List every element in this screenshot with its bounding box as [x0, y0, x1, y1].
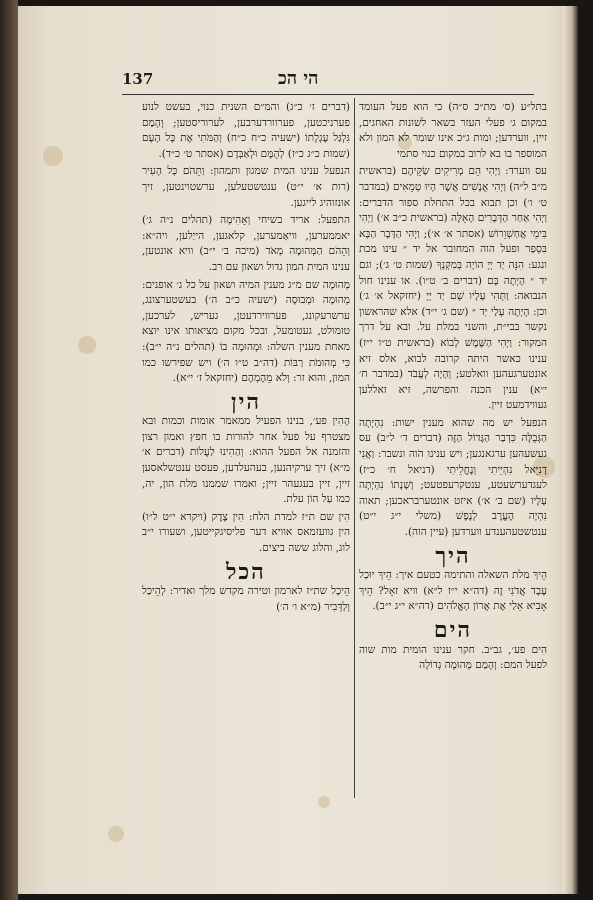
entry-paragraph: הָהִין פע׳, בנינו הפעיל ממאמר אומות וכמות ובא מצטרף על פעל אחר להורות בו חפץ ואמון רצון והזמנה אל הפעל ההוא: וְהַהִינוּ לַעֲלוֹת (דברים א׳ מ״א) זיך ערקיהנען, בעהעלדען, פעסט ענטשלאסען זיין, זיין בעגעהר זיין; ואמרו שממנו מלת הון, יה, כמו עַל הוֹן עלת.	[142, 415, 350, 506]
page-edge	[563, 6, 578, 894]
right-column	[359, 100, 547, 676]
section-heading: הכל	[226, 558, 266, 585]
book-page	[18, 6, 578, 894]
entry-paragraph: הֵיךְ מלת השאלה והתימה כטעם איך: הֵיךְ יוּכַל עֶבֶד אֲדֹנִי זֶה (דה״א י״ז ל״א) וויא זאָל? הֵיךְ אָבִיא אֵלַי אֶת אֲרוֹן הָאֱלֹהִים (דה״א י״ג י״ב).	[359, 569, 547, 613]
section-heading: הים	[433, 617, 473, 643]
foxing-spot	[43, 146, 63, 166]
section-heading: הין	[230, 388, 262, 415]
running-head: הי הכ	[278, 68, 319, 89]
header-rule	[122, 94, 534, 95]
book-binding	[0, 0, 18, 900]
section-heading: היך	[435, 542, 471, 569]
entry-paragraph: הֵיכָל שת״ז לארמון וטירה מקדש מלך ואדיר: לְהֵיכַל וְלַדְּבִיר (מ״א ו׳ ה׳)	[142, 585, 350, 613]
column-divider	[354, 98, 355, 798]
entry-paragraph: הִין שם ת״ז למדת הלח: הִין צֶדֶק (ויקרא י״ט ל״ו) הין גוועזמאס אוויא דער פליסיגקייטען, ושעורו י״ב לוג, והלוג ששה ביצים.	[142, 510, 350, 555]
mehuma-paragraph: מְהוּמָה שם מ״ג מענין המיה ושאון על כל ג׳ אופנים: מְהוּמָה וּמְבוּסָה (ישעיה כ״ב ה׳) בעשטערצונג, ערשרעקונג, פערווירדעטן, געריש, לערכען, טומולט, געטומעל, ובכל מקום מציאותו אינו יוצא מאחת מענין השלה: וּמְהוּמָה בוֹ (תהלים נ״ה י״ב): כִּי מְהוּמֹת רַבּוֹת (דה״ב ט״ו ה׳) ויש שפירשו כמו המון, והוא זר: וְלֹא מֵהֶמְהֶם (יחזקאל ז׳ י״א).	[142, 278, 350, 385]
foxing-spot	[318, 796, 330, 808]
entry-paragraph: עס ווערד: וַיְהִי הֵם מְרִיקִים שַׂקֵּיהֶם (בראשית מ״ב ל״ה) וַיְהִי אֲנָשִׁים אֲשֶׁר הָיוּ טְמֵאִים (במדבר ט׳ ו׳) וכן תבוא בכל התחלת ספור הדברים: וַיְהִי אַחַר הַדְּבָרִים הָאֵלֶּה (בראשית כ״ב א׳) וַיְהִי בִּימֵי אֲחַשְׁוֵרוֹשׁ (אסתר א׳ א׳); וַיְהִי הַדָּבָר הַבָּא בִּסְפַר ופעל הוה המחובר אל יד ״ עינו מכת ונגע: הִנֵּה יַד יְיָ הוֹיָה בְּמִקְנְךָ (שמות ט׳ ג׳); וגם יד ״ הָיְתָה בָּם (דברים ב׳ ט״ו). או ענינו חול הנבואה: וַתְּהִי עָלָיו שָׁם יַד יְיָ (יחזקאל א׳ ג׳) וכן: הָיְתָה עָלַי יַד ״ (שם ג׳ י״ד) אלא שהראשון נקשר בבי״ת, והשני במלת על. ובא על דרך המקור: וַיְהִי הַשֶּׁמֶשׁ לָבוֹא (בראשית ט״ו י״ז) ענינו כאשר היתה קרובה לבוא, אלס זיא אונטערגעהען וואלטע; וְהָיָה לְעֲבֹד (במדבר ח׳ י״א) ענין הכנה והפרשה, זיא זאללען געווידמעט זיין.	[359, 165, 547, 412]
foxing-spot	[108, 826, 124, 842]
entry-paragraph: התפעל: אריד בשיחי וְאָהִימָה (תהלים נ״ה ג׳) יאממערען, וויאַמערען, קלאגען, הייַלען, ויה״א: וְהֵהֹם הַמְּהוּמָה מְאֹד (מיכה ב׳ י״ב) וויא אונטען, ענינו המית המון גדול ושאון עם רב.	[142, 214, 350, 273]
nifal-paragraph: הנפעל יש מה שהוא מענין ישות: נִהְיְתָה הַגְּבֻלָּה כִּדְבַר הַגָּדוֹל הַזֶּה (דברים ד׳ ל״ב) עס געשעהען ערגאנגען; ויש ענינו הֹוה ונשבר: וַאֲנִי דָנִיֵּאל נִהְיֵיתִי וְנֶחֱלֵיתִי (דניאל ח׳ כ״ז) לעגדערשעטע, ענטקרעפטעט; וְשָׁנָתוֹ נִהְיְתָה עָלָיו (שם ב׳ א׳) איזט אונטערבראכען; תאוה נִהְיָה הֶעֱרֶב לְנֶפֶשׁ (משלי י״ג י״ט) ענטשטעהענדע ווערדען (עיין הוה).	[359, 416, 547, 539]
entry-paragraph: הִים פע׳, גב״ב. חקר ענינו הומית מות שוה לפעל המם: וְהָמַם מְהוּמָה גְדוֹלָה	[359, 643, 547, 672]
left-column	[142, 100, 350, 617]
entry-paragraph: (דברים ז׳ כ״ג) והמ״ם השנית כנוי, בעשט לנוע פערניכטען, פערוורדערבען, לערוריסטען; וְהָמַם גִּלְגַּל עֶגְלָתוֹ (ישעיה כ״ח כ״ח) וְהַמֹּתִי אֶת כָּל הָעָם (שמות כ״ג כ״ז) לְהֻמָּם וּלְאַבְּדָם (אסתר ט׳ כ״ד).	[142, 101, 350, 160]
entry-paragraph: הנפעל ענינו המית שמגון ותמהון: וַתֵּהֹם כָּל הָעִיר (רות א׳ י״ט) ענטשטעלען, ערשטוינטען, זיך אונזוהיג לייגען.	[142, 165, 350, 209]
entry-paragraph: בתל״ע (ס׳ מת״כ ס״ה) כי הוא פעל העומד במקום ג׳ פעלי העזר בשאר לשונות האחגים, זיין, ווערדען; ומות ג״כ אינו שומר לא המון ולא המוספר בו בא לרוב במקום כנוי סתמי	[359, 101, 547, 160]
page-number: 137	[122, 70, 154, 88]
foxing-spot	[78, 336, 96, 354]
